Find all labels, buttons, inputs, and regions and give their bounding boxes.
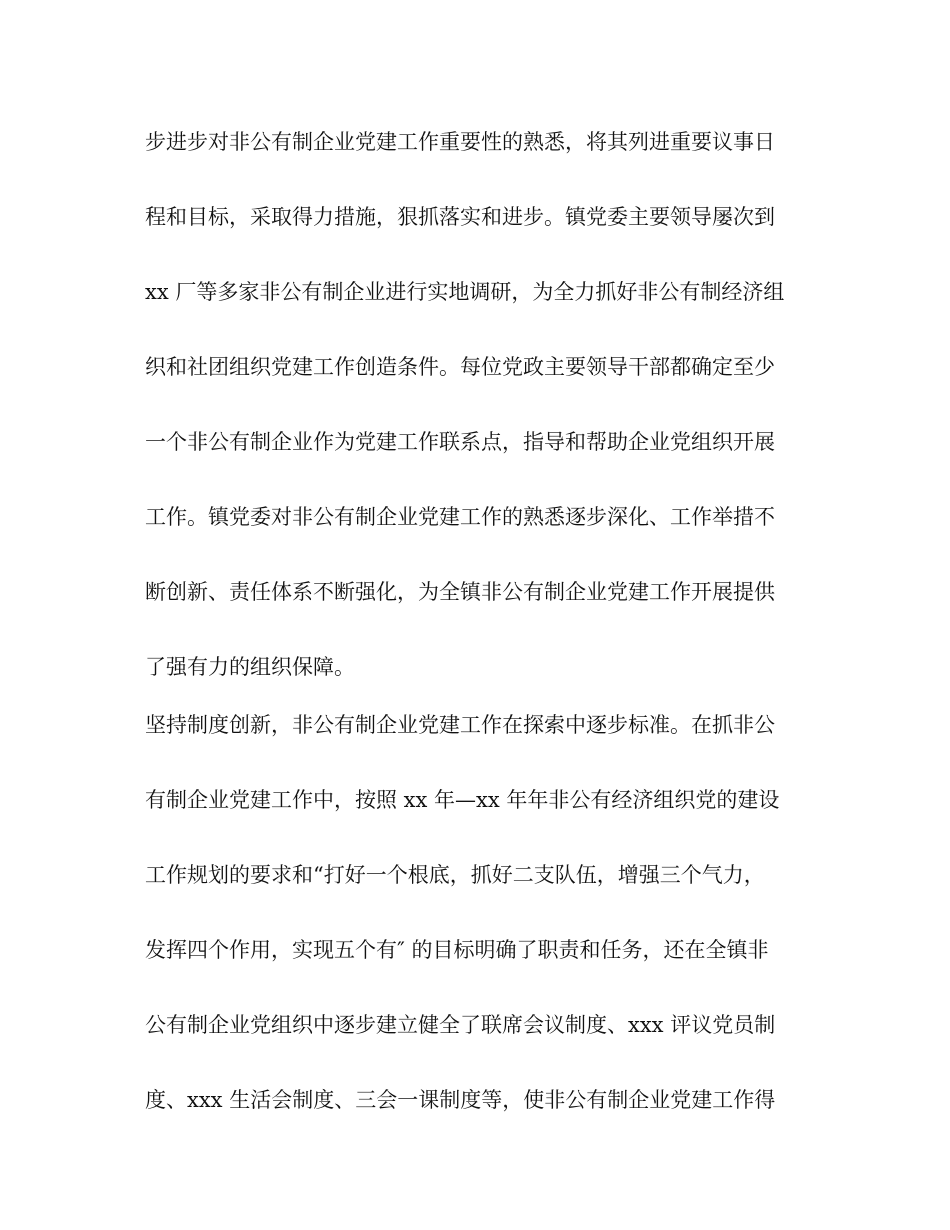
text-line: 度、xxx 生活会制度、三会一课制度等，使非公有制企业党建工作得 [145, 1088, 776, 1112]
text-line: 断创新、责任体系不断强化，为全镇非公有制企业党建工作开展提供 [145, 580, 775, 604]
text-line: 程和目标，采取得力措施，狠抓落实和进步。镇党委主要领导屡次到 [145, 205, 775, 229]
text-line: 公有制企业党组织中逐步建立健全了联席会议制度、xxx 评议党员制 [145, 1013, 776, 1037]
text-line: 坚持制度创新，非公有制企业党建工作在探索中逐步标准。在抓非公 [145, 713, 775, 737]
text-line: 了强有力的组织保障。 [145, 655, 355, 679]
text-line: 有制企业党建工作中，按照 xx 年—xx 年年非公有经济组织党的建设 [145, 788, 780, 812]
text-line: 一个非公有制企业作为党建工作联系点，指导和帮助企业党组织开展 [145, 430, 775, 454]
text-line: xx 厂等多家非公有制企业进行实地调研，为全力抓好非公有制经济组 [145, 280, 785, 304]
text-line: 步进步对非公有制企业党建工作重要性的熟悉，将其列进重要议事日 [145, 130, 775, 154]
text-line: 发挥四个作用，实现五个有″ 的目标明确了职责和任务，还在全镇非 [145, 938, 769, 962]
text-line: 织和社团组织党建工作创造条件。每位党政主要领导干部都确定至少 [145, 355, 775, 379]
text-line: 工作规划的要求和“打好一个根底，抓好二支队伍，增强三个气力， [145, 863, 765, 887]
text-line: 工作。镇党委对非公有制企业党建工作的熟悉逐步深化、工作举措不 [145, 505, 775, 529]
